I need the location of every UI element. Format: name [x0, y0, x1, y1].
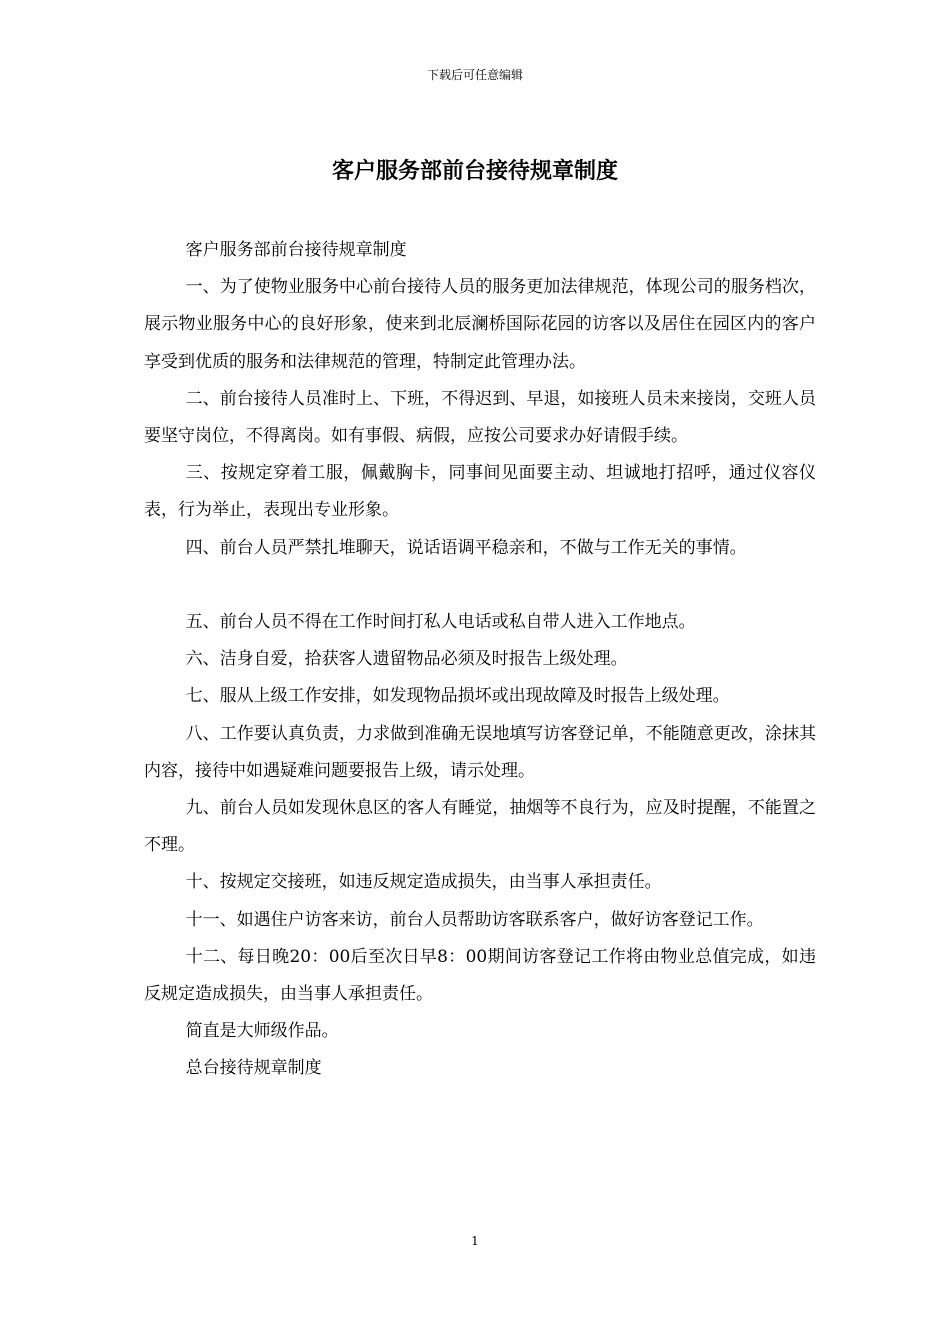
paragraph-rule-7: 七、服从上级工作安排，如发现物品损坏或出现故障及时报告上级处理。: [185, 686, 730, 707]
paragraph-rule-5: 五、前台人员不得在工作时间打私人电话或私自带人进入工作地点。: [185, 612, 696, 633]
paragraph-remark: 简直是大师级作品。: [185, 1021, 339, 1042]
paragraph-rule-1: 一、为了使物业服务中心前台接待人员的服务更加法律规范，体现公司的服务档次，展示物业服务中心的良好形象，使来到北辰澜桥国际花园的访客以及居住在园区内的客户享受到优质的服务和法律规范的管理，特制定此管理办法。: [144, 277, 816, 372]
paragraph-rule-8: 八、工作要认真负责，力求做到准确无误地填写访客登记单，不能随意更改，涂抹其内容，接待中如遇疑难问题要报告上级，请示处理。: [144, 723, 816, 781]
paragraph-rule-11: 十一、如遇住户访客来访，前台人员帮助访客联系客户，做好访客登记工作。: [185, 909, 764, 930]
paragraph-rule-10: 十、按规定交接班，如违反规定造成损失，由当事人承担责任。: [185, 872, 662, 893]
header-note: 下载后可任意编辑: [426, 68, 523, 82]
paragraph-rule-12: 十二、每日晚20：00后至次日早8：00期间访客登记工作将由物业总值完成，如违反规定造成损失，由当事人承担责任。: [144, 946, 816, 1005]
document-body: [144, 232, 816, 1088]
blank-line: [144, 567, 816, 604]
paragraph-rule-2: 二、前台接待人员准时上、下班，不得迟到、早退，如接班人员未来接岗，交班人员要坚守岗位，不得离岗。如有事假、病假，应按公司要求办好请假手续。: [144, 388, 816, 447]
paragraph-rule-9: 九、前台人员如发现休息区的客人有睡觉，抽烟等不良行为，应及时提醒，不能置之不理。: [144, 798, 816, 856]
document-title: 客户服务部前台接待规章制度: [331, 158, 618, 184]
paragraph-subtitle: 客户服务部前台接待规章制度: [185, 240, 407, 260]
paragraph-rule-3: 三、按规定穿着工服，佩戴胸卡，同事间见面要主动、坦诚地打招呼，通过仪容仪表，行为举止，表现出专业形象。: [144, 463, 816, 521]
paragraph-next-heading: 总台接待规章制度: [185, 1058, 322, 1079]
paragraph-rule-4: 四、前台人员严禁扎堆聊天，说话语调平稳亲和，不做与工作无关的事情。: [185, 537, 747, 558]
paragraph-rule-6: 六、洁身自爱，拾获客人遗留物品必须及时报告上级处理。: [185, 649, 628, 670]
page-number: 1: [471, 1234, 479, 1248]
